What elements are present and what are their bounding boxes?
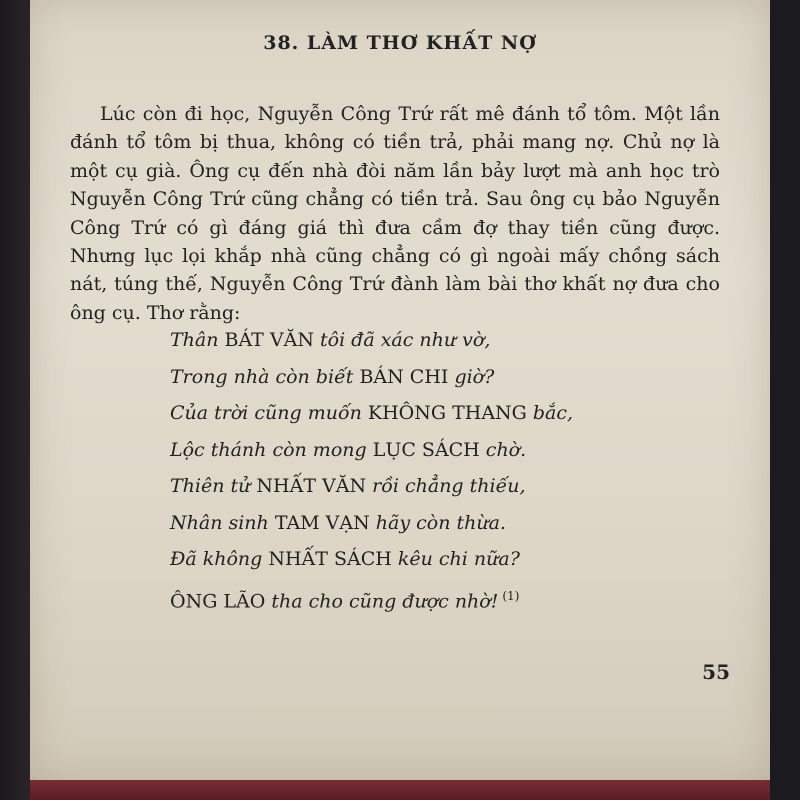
footnote-marker: (1) (502, 588, 520, 603)
poem-line: Đã không NHẤT SÁCH kêu chi nữa? (170, 548, 520, 570)
poem-line: Trong nhà còn biết BÁN CHI giờ? (170, 365, 495, 388)
story-paragraph (70, 100, 720, 327)
book-page (30, 0, 770, 780)
poem-line: Của trời cũng muốn KHÔNG THANG bắc, (170, 402, 574, 424)
poem-line: Thiên tử NHẤT VĂN rồi chẳng thiếu, (170, 475, 526, 497)
poem (170, 322, 573, 614)
poem-line: Nhân sinh TAM VẠN hãy còn thừa. (170, 511, 506, 534)
poem-line: Lộc thánh còn mong LỤC SÁCH chờ. (170, 438, 527, 461)
table-surface (30, 780, 770, 800)
chapter-title: 38. LÀM THƠ KHẤT NỢ (263, 32, 537, 54)
book-binding (0, 0, 30, 800)
paragraph-text: Lúc còn đi học, Nguyễn Công Trứ rất mê đánh tổ tôm. Một lần đánh tổ tôm bị thua, không có tiền trả, phải mang nợ. Chủ nợ là một cụ già. Ông cụ đến nhà đòi năm lần bảy lượt mà anh học trò Nguyễn Công Trứ cũng chẳng có tiền trả. Sau ông cụ bảo Nguyễn Công Trứ có gì đáng giá thì đưa cầm đợ thay tiền cũng được. Nhưng lục lọi khắp nhà cũng chẳng có gì ngoài mấy chồng sách nát, túng thế, Nguyễn Công Trứ đành làm bài thơ khất nợ đưa cho ông cụ. Thơ rằng: (70, 103, 720, 324)
poem-line: ÔNG LÃO tha cho cũng được nhờ! $^{(1)}$ (170, 588, 520, 612)
page-number: 55 (702, 660, 730, 684)
poem-line: Thân BÁT VĂN tôi đã xác như vờ, (170, 329, 491, 351)
